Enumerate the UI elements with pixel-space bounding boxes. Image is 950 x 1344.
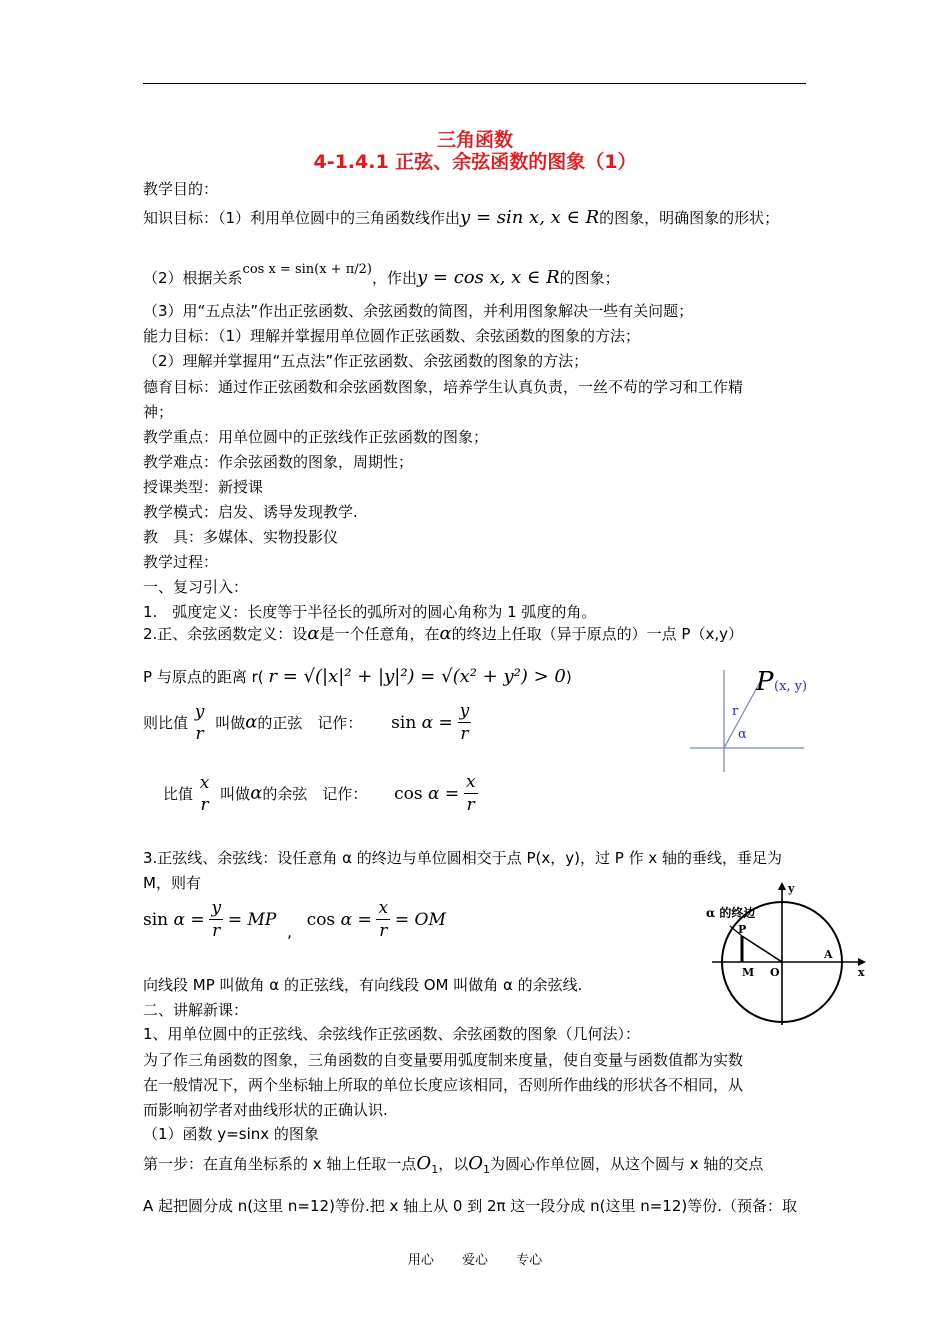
cosine-definition: 比值 x r 叫做α的余弦 记作： cos α = $\frac{x}{r}$ bbox=[163, 772, 476, 815]
x-arrow-icon bbox=[858, 958, 866, 966]
key-point: 教学重点：用单位圆中的正弦线作正弦函数的图象； bbox=[143, 428, 489, 446]
knowledge-goal-2: （2）根据关系cos x = sin(x + π/2)，作出y = cos x, x ∈ R的图象； bbox=[143, 262, 620, 288]
page-footer bbox=[0, 1249, 950, 1268]
trig-lines-intro-cont: M，则有 bbox=[143, 874, 201, 892]
point-p-label: P bbox=[738, 923, 747, 936]
trig-lines-intro: 3.正弦线、余弦线：设任意角 α 的终边与单位圆相交于点 P(x，y)，过 P 作 x 轴的垂线，垂足为 bbox=[143, 849, 783, 867]
y-axis-label: y bbox=[788, 882, 795, 895]
trig-lines-formula: sin α = $\frac{y}{r}$ = MP , cos α = $\frac{x}{r}$ = OM bbox=[143, 898, 446, 941]
origin-label: O bbox=[770, 966, 780, 979]
angle-figure bbox=[680, 660, 810, 780]
terminal-side-label: α 的终边 bbox=[706, 906, 756, 920]
teaching-tools: 教 具：多媒体、实物投影仪 bbox=[143, 528, 339, 546]
formula-cos: y = cos x, x ∈ R bbox=[417, 267, 560, 288]
x-axis-label: x bbox=[858, 966, 865, 979]
point-coord-label: (x, y) bbox=[774, 679, 808, 694]
y-arrow-icon bbox=[778, 882, 786, 890]
doc-subtitle: 4-1.4.1 正弦、余弦函数的图象（1） bbox=[313, 151, 637, 173]
knowledge-goal-1: 知识目标：（1）利用单位圆中的三角函数线作出y = sin x, x ∈ R的图象，明确图象的形状； bbox=[143, 207, 780, 228]
point-a-label: A bbox=[824, 948, 833, 961]
process-heading: 教学过程： bbox=[143, 553, 219, 571]
difficult-point: 教学难点：作余弦函数的图象，周期性； bbox=[143, 453, 414, 471]
doc-title: 三角函数 bbox=[436, 129, 513, 151]
point-m-label: M bbox=[742, 966, 755, 979]
ability-goal-1: 能力目标：（1）理解并掌握用单位圆作正弦函数、余弦函数的图象的方法； bbox=[143, 327, 641, 345]
distance-formula: r = √(|x|² + |y|²) = √(x² + y²) > 0 bbox=[268, 666, 566, 687]
formula-sin: y = sin x, x ∈ R bbox=[460, 207, 600, 228]
footer-item: 专心 bbox=[516, 1253, 543, 1268]
new-lesson-4: 而影响初学者对曲线形状的正确认识. bbox=[143, 1101, 388, 1119]
sine-definition: 则比值 y r 叫做α的正弦 记作： sin α = $\frac{y}{r}$ bbox=[143, 701, 470, 744]
new-lesson-2: 为了作三角函数的图象，三角函数的自变量要用弧度制来度量，使自变量与函数值都为实数 bbox=[143, 1051, 744, 1069]
goal-heading: 教学目的： bbox=[143, 180, 219, 198]
trig-lines-note: 向线段 MP 叫做角 α 的正弦线，有向线段 OM 叫做角 α 的余弦线. bbox=[143, 976, 583, 994]
unit-circle-figure bbox=[700, 880, 870, 1030]
formula-relation: cos x = sin(x + π/2) bbox=[242, 262, 372, 277]
terminal-side-line bbox=[742, 936, 782, 962]
new-lesson-1: 1、用单位圆中的正弦线、余弦线作正弦函数、余弦函数的图象（几何法）： bbox=[143, 1025, 641, 1043]
radius-label: r bbox=[732, 704, 739, 719]
teaching-mode: 教学模式：启发、诱导发现教学. bbox=[143, 503, 358, 521]
moral-goal-cont: 神； bbox=[143, 403, 174, 421]
section-2-heading: 二、讲解新课： bbox=[143, 1001, 249, 1019]
lesson-type: 授课类型：新授课 bbox=[143, 478, 264, 496]
new-lesson-3: 在一般情况下，两个坐标轴上所取的单位长度应该相同，否则所作曲线的形状各不相同，从 bbox=[143, 1076, 744, 1094]
header-rule bbox=[143, 83, 806, 84]
radian-definition: 1. 弧度定义：长度等于半径长的弧所对的圆心角称为 1 弧度的角。 bbox=[143, 603, 597, 621]
ability-goal-2: （2）理解并掌握用“五点法”作正弦函数、余弦函数的图象的方法； bbox=[143, 352, 589, 370]
alpha-label: α bbox=[738, 727, 747, 742]
distance-line: P 与原点的距离 r( r = √(|x|² + |y|²) = √(x² + y²) > 0) bbox=[143, 666, 572, 687]
point-p-label: P bbox=[756, 667, 774, 697]
footer-item: 用心 bbox=[407, 1253, 434, 1268]
sin-graph-heading: （1）函数 y=sinx 的图象 bbox=[143, 1125, 319, 1143]
trig-definition: 2.正、余弦函数定义：设α是一个任意角，在α的终边上任取（异于原点的）一点 P（x,y） bbox=[143, 623, 743, 644]
knowledge-goal-3: （3）用“五点法”作出正弦函数、余弦函数的简图，并利用图象解决一些有关问题； bbox=[143, 302, 694, 320]
footer-item: 爱心 bbox=[461, 1253, 488, 1268]
section-1-heading: 一、复习引入： bbox=[143, 578, 249, 596]
step-1: 第一步：在直角坐标系的 x 轴上任取一点$O_1$，以$O_1$为圆心作单位圆，从这个圆与 x 轴的交点 bbox=[143, 1153, 764, 1176]
step-1-cont: A 起把圆分成 n(这里 n=12)等份.把 x 轴上从 0 到 2π 这一段分成 n(这里 n=12)等份.（预备：取 bbox=[143, 1197, 797, 1215]
moral-goal: 德育目标：通过作正弦函数和余弦函数图象，培养学生认真负责，一丝不苟的学习和工作精 bbox=[143, 378, 744, 396]
